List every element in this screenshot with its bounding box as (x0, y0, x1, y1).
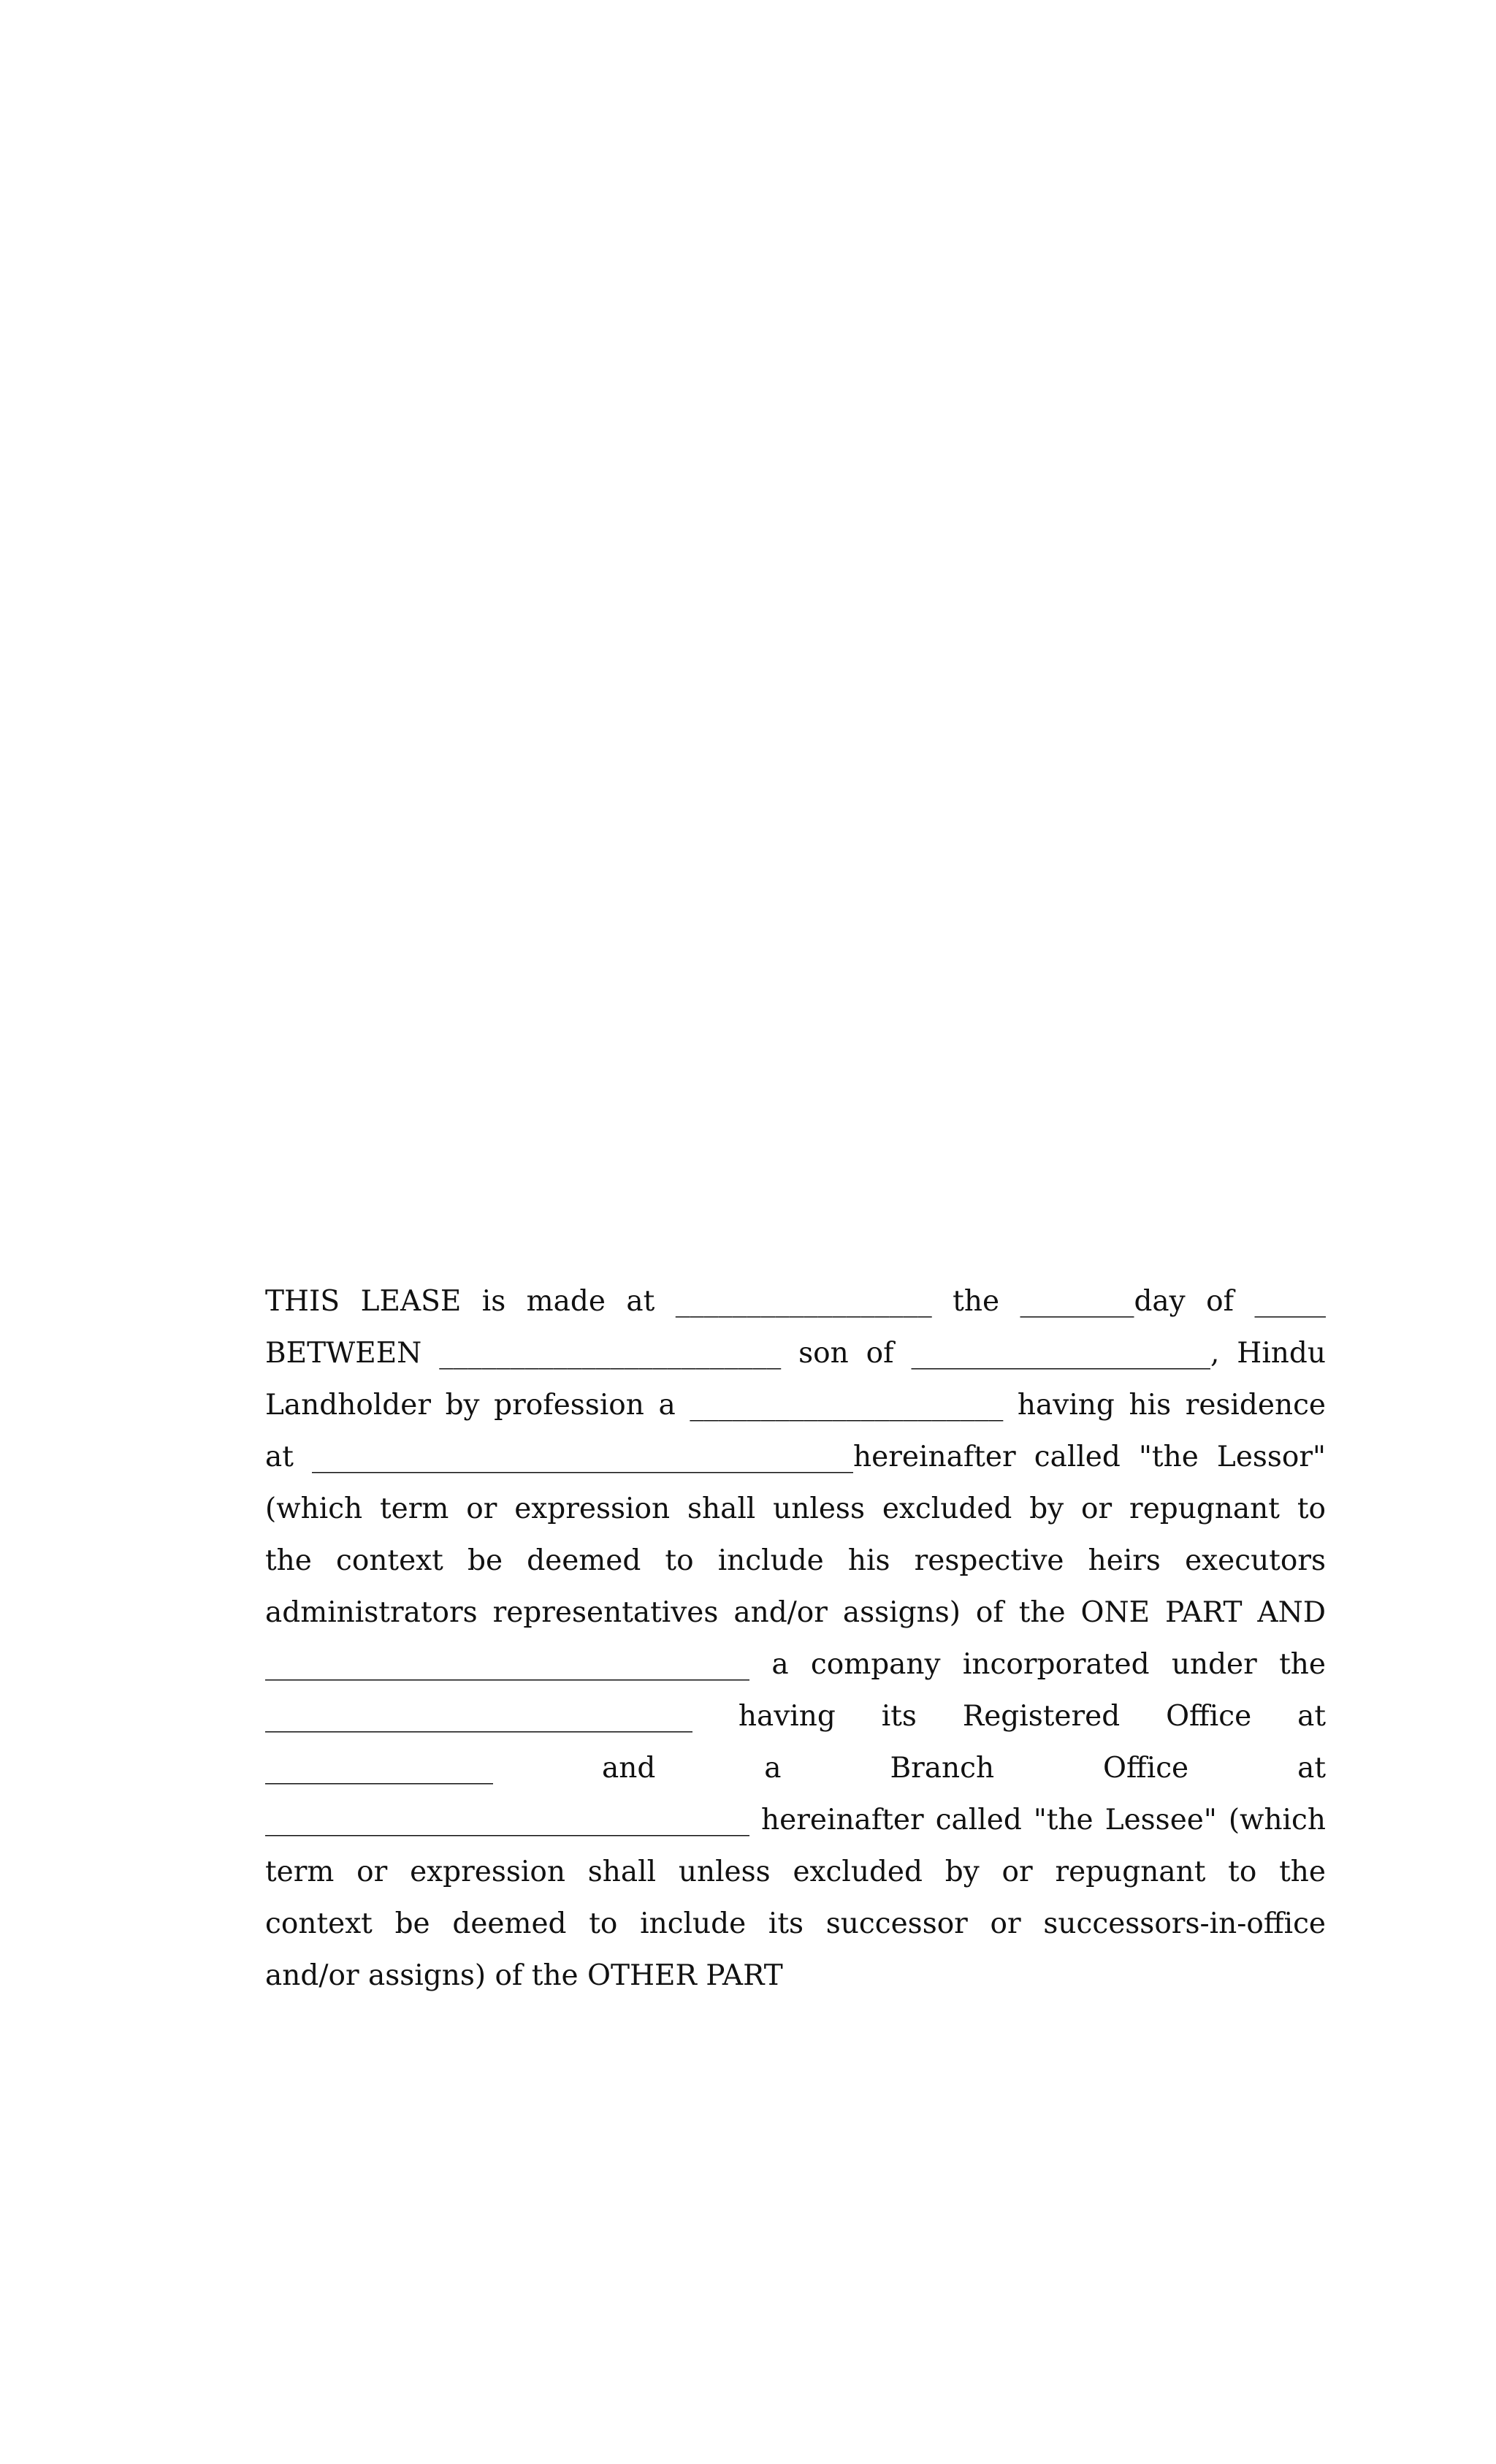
lease-opening-paragraph (265, 1275, 1326, 2002)
paragraph-line: THIS LEASE is made at __________________ the ________day of _____ (265, 1285, 1326, 1318)
paragraph-line: __________________________________ a company incorporated under the (265, 1648, 1326, 1681)
paragraph-line: the context be deemed to include his respective heirs executors (265, 1544, 1326, 1577)
paragraph-line: at ______________________________________hereinafter called "the Lessor" (265, 1441, 1326, 1473)
paragraph-line: and/or assigns) of the OTHER PART (265, 1959, 783, 1992)
paragraph-line: context be deemed to include its successor or successors-in-office (265, 1907, 1326, 1940)
paragraph-line: Landholder by profession a ______________________ having his residence (265, 1389, 1326, 1422)
paragraph-line: administrators representatives and/or assigns) of the ONE PART AND (265, 1596, 1326, 1629)
paragraph-line: term or expression shall unless excluded by or repugnant to the (265, 1855, 1326, 1888)
paragraph-line: __________________________________ hereinafter called "the Lessee" (which (265, 1804, 1326, 1836)
paragraph-line: BETWEEN ________________________ son of _____________________, Hindu (265, 1337, 1326, 1370)
paragraph-line: (which term or expression shall unless excluded by or repugnant to (265, 1492, 1326, 1525)
paragraph-line: ________________ and a Branch Office at (265, 1752, 1326, 1785)
paragraph-line: ______________________________ having its Registered Office at (265, 1700, 1326, 1733)
